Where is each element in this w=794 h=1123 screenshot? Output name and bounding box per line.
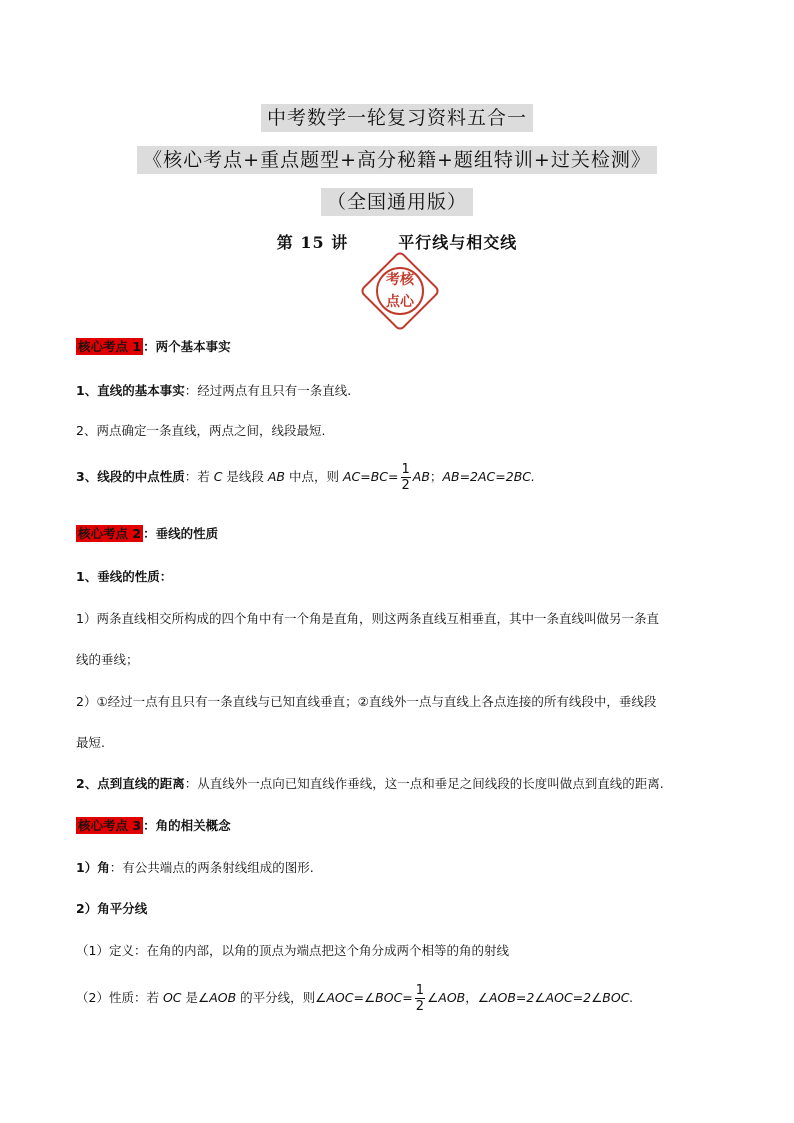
sec2-p1a: 1）两条直线相交所构成的四个角中有一个角是直角，则这两条直线互相垂直，其中一条直线叫做另一条直	[76, 611, 659, 626]
lecture-title	[0, 230, 794, 253]
main-title-line-3: （全国通用版）	[0, 188, 794, 216]
sec2-p2b: 最短.	[76, 735, 105, 750]
sec3-line-1: 1）角：有公共端点的两条射线组成的图形.	[76, 860, 314, 875]
section-3-tag: 核心考点 3	[78, 818, 142, 833]
sec2-sub: 1、垂线的性质：	[76, 569, 173, 584]
lecture-number: 第 15 讲	[276, 233, 349, 252]
section-1-heading: 核心考点 1 ：两个基本事实	[78, 339, 231, 354]
sec2-p3: 2、点到直线的距离：从直线外一点向已知直线作垂线，这一点和垂足之间线段的长度叫做点到直线的距离.	[76, 776, 664, 791]
main-title-line-2: 《核心考点+重点题型+高分秘籍+题组特训+过关检测》	[0, 146, 794, 174]
section-2-heading: 核心考点 2 ：垂线的性质	[78, 526, 219, 541]
sec2-p2a: 2）①经过一点有且只有一条直线与已知直线垂直；②直线外一点与直线上各点连接的所有线段中，垂线段	[76, 694, 657, 709]
main-title-line-1: 中考数学一轮复习资料五合一	[0, 104, 794, 132]
core-points-seal	[371, 262, 429, 320]
lecture-name: 平行线与相交线	[398, 233, 518, 252]
sec3-line-3: （1）定义：在角的内部，以角的顶点为端点把这个角分成两个相等的角的射线	[76, 943, 509, 958]
section-3-heading: 核心考点 3 ：角的相关概念	[78, 818, 231, 833]
sec3-line-2: 2）角平分线	[76, 901, 148, 916]
seal-circle: 考核 点心	[376, 267, 424, 315]
sec1-line-2: 2、两点确定一条直线，两点之间，线段最短.	[76, 423, 326, 438]
fraction-one-half: $\frac{1}{2}$	[401, 462, 410, 493]
section-2-tag: 核心考点 2	[78, 526, 142, 541]
sec1-line-3: 3、线段的中点性质：若 C 是线段 AB 中点，则 AC=BC= $\frac{1}{2}$ AB；AB=2AC=2BC.	[76, 462, 535, 493]
sec2-p1b: 线的垂线；	[76, 652, 139, 667]
sec1-line-1: 1、直线的基本事实：经过两点有且只有一条直线.	[76, 383, 352, 398]
section-1-tag: 核心考点 1	[78, 339, 142, 354]
sec3-line-4: （2）性质：若 OC 是∠AOB 的平分线，则∠AOC=∠BOC= $\frac{1}{2}$ ∠AOB，∠AOB=2∠AOC=2∠BOC.	[76, 983, 634, 1014]
fraction-one-half: $\frac{1}{2}$	[415, 983, 425, 1014]
